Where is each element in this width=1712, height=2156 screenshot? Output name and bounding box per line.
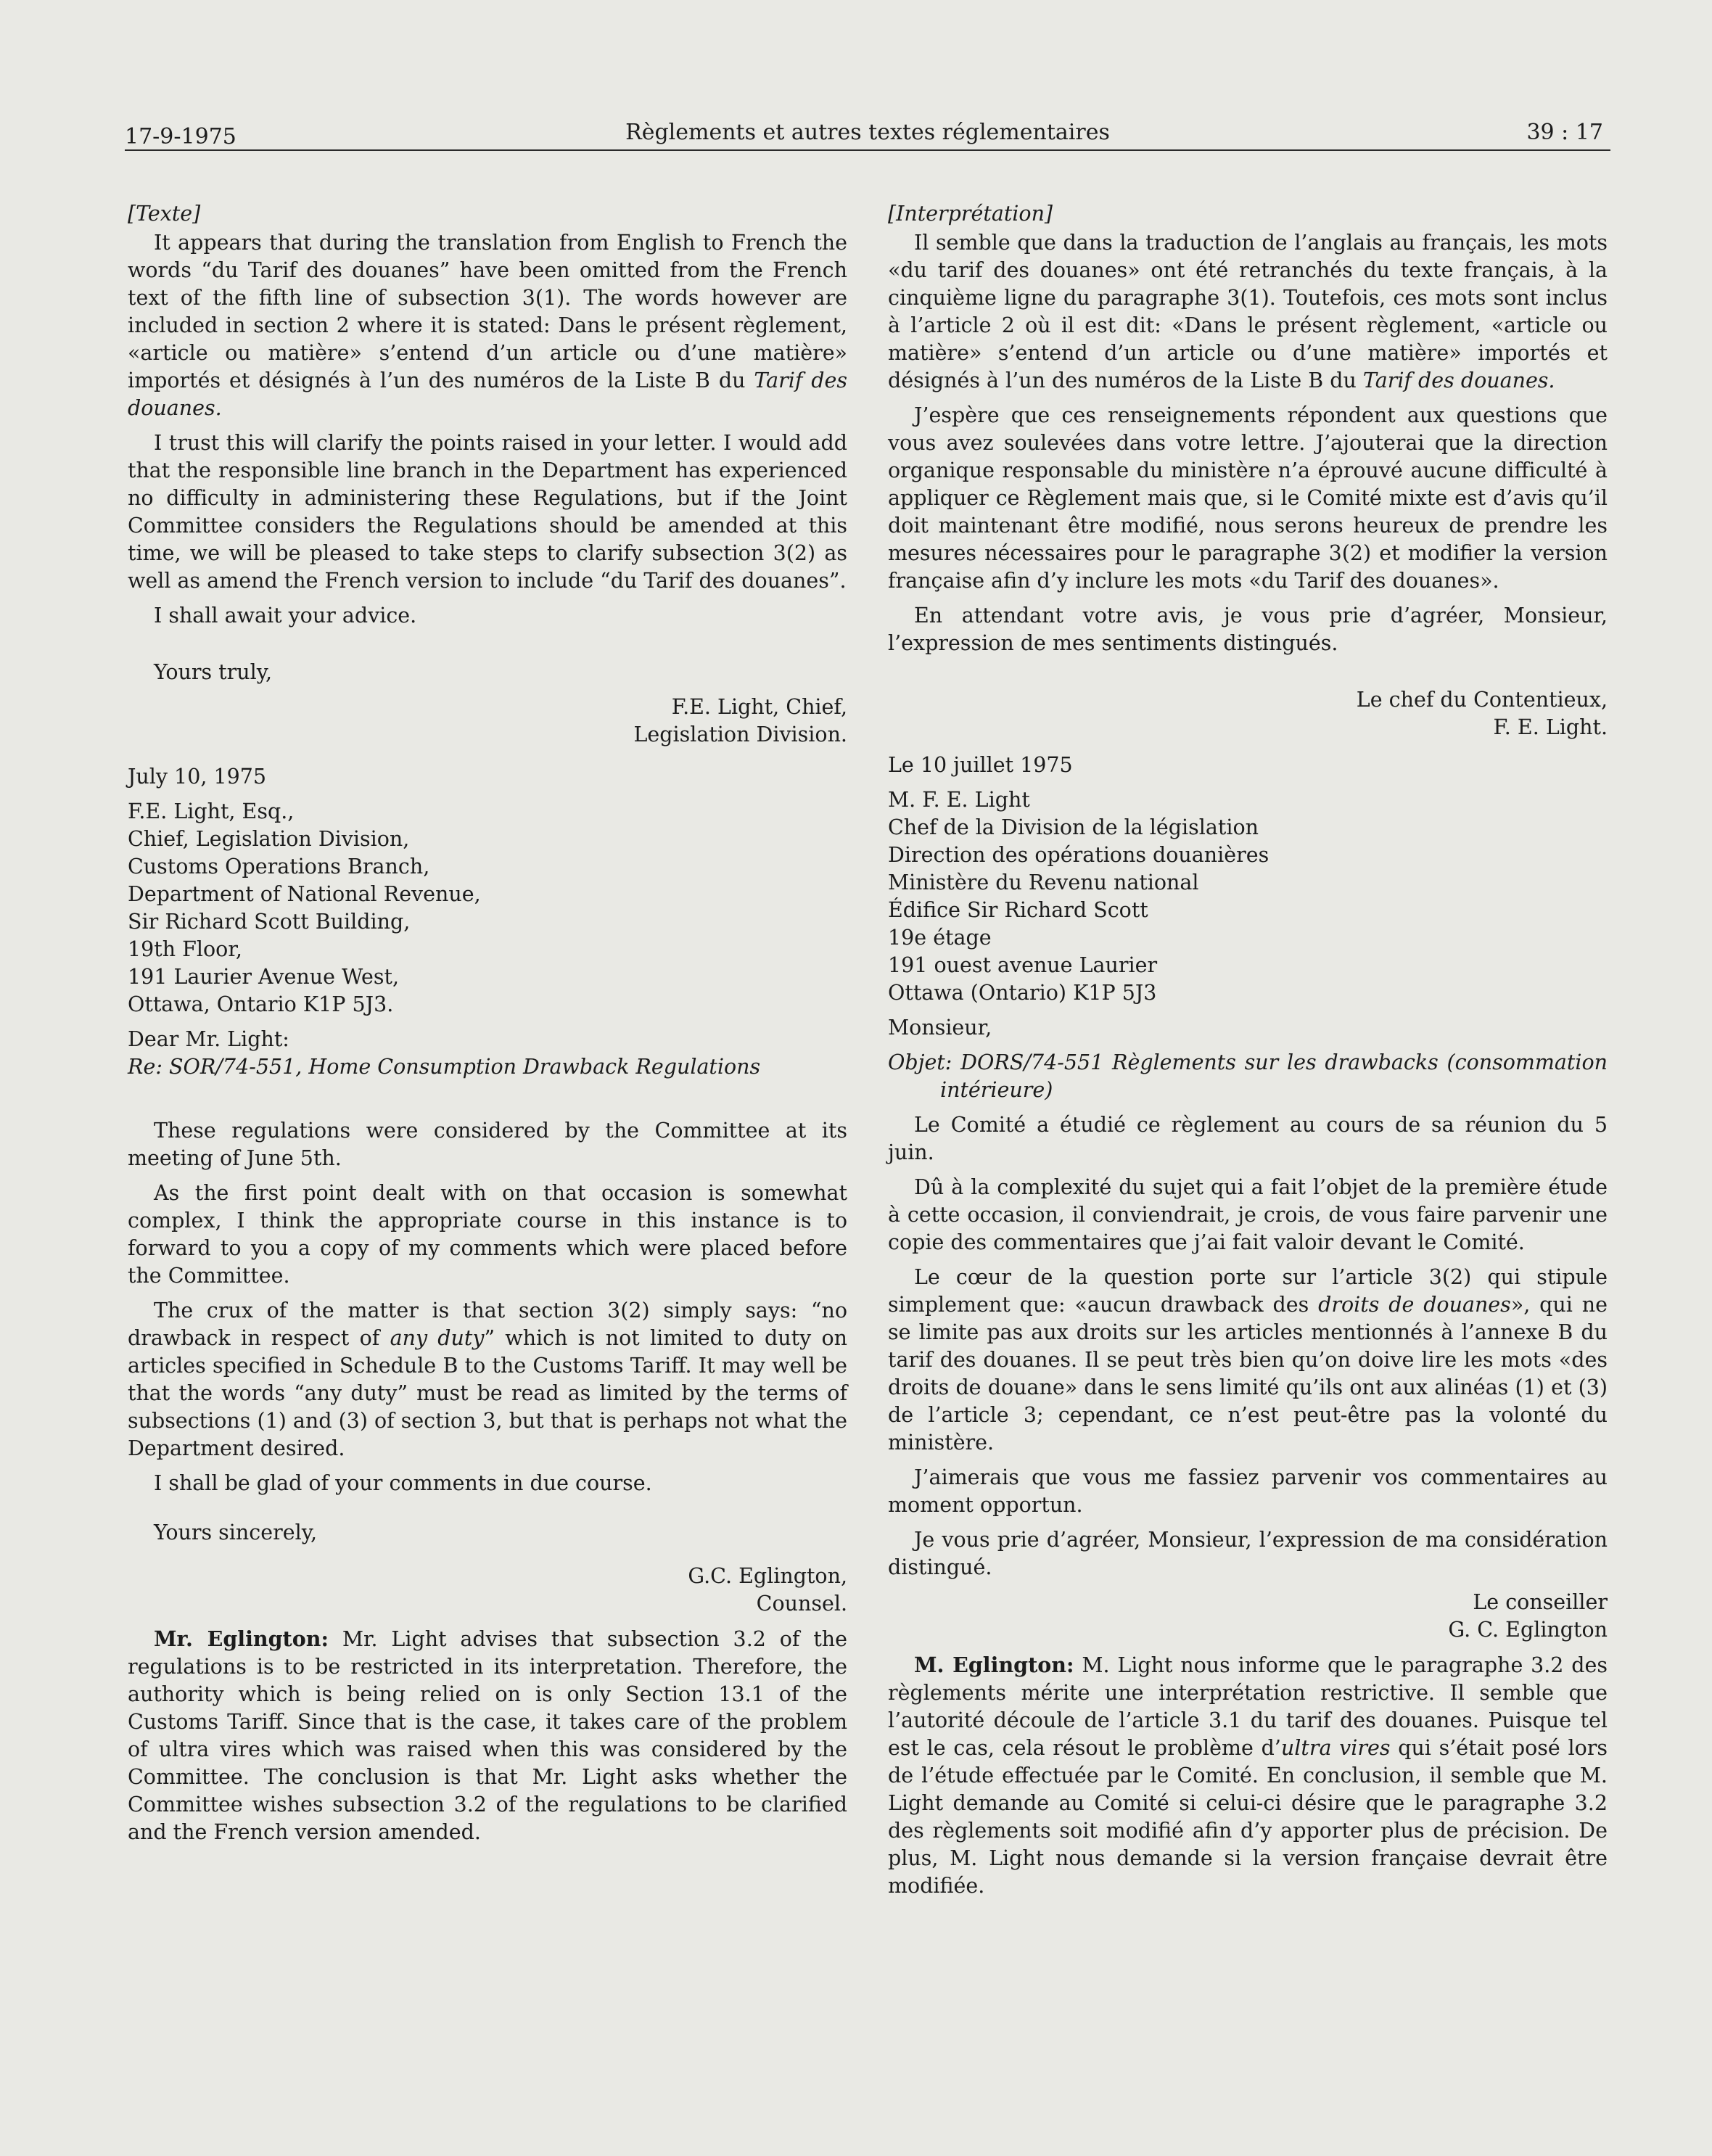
header-page-number: 39 : 17 (1526, 120, 1603, 145)
address-line: Sir Richard Scott Building, (128, 910, 411, 934)
paragraph: It appears that during the translation from English to French the words “du Tarif des douanes” have been omitted from the French text of the fifth line of subsection 3(1). The words however are included in section 2 where it is stated: Dans le présent règlement, «article ou matière» s’entend d’un article ou d’une matière» importés et désignés à l’un des numéros de la Liste B du Tarif des douanes. (128, 231, 848, 420)
signature-line: Legislation Division. (633, 723, 847, 746)
paragraph: Mr. Eglington: Mr. Light advises that subsection 3.2 of the regulations is to be restricted in its interpretation. Therefore, the authority which is being relied on is only Section 13.1 of the Customs Tariff. Since that is the case, it takes care of the problem of ultra vires which was raised when this was considered by the Committee. The conclusion is that Mr. Light asks whether the Committee wishes subsection 3.2 of the regulations to be clarified and the French version amended. (128, 1626, 847, 1844)
paragraph: M. Eglington: M. Light nous informe que le paragraphe 3.2 des règlements mérite une interprétation restrictive. Il semble que l’autorité découle de l’article 3.1 du tarif des douanes. Puisque tel est le cas, cela résout le problème d’ultra vires qui s’était posé lors de l’étude effectuée par le Comité. En conclusion, il semble que M. Light demande au Comité si celui-ci désire que le paragraphe 3.2 des règlements soit modifié afin d’y apporter plus de précision. De plus, M. Light nous demande si la version française devrait être modifiée. (888, 1653, 1608, 1898)
paragraph: I shall await your advice. (154, 604, 417, 628)
section-heading: [Interprétation] (888, 202, 1053, 226)
paragraph: I shall be glad of your comments in due course. (154, 1471, 652, 1495)
paragraph: En attendant votre avis, je vous prie d’agréer, Monsieur, l’expression de mes sentiments distingués. (888, 604, 1608, 655)
address-line: M. F. E. Light (888, 788, 1030, 812)
signature-block (128, 1563, 847, 1618)
signature-line: F.E. Light, Chief, (671, 695, 847, 719)
paragraph: J’aimerais que vous me fassiez parvenir vos commentaires au moment opportun. (888, 1465, 1608, 1517)
address-line: Ottawa (Ontario) K1P 5J3 (888, 981, 1157, 1005)
signature-block (888, 686, 1608, 741)
paragraph: Il semble que dans la traduction de l’anglais au français, les mots «du tarif des douanes» ont été retranchés du texte français, à la cinquième ligne du paragraphe 3(1). Toutefois, ces mots sont inclus à l’article 2 où il est dit: «Dans le présent règlement, «article ou matière» s’entend d’un article ou d’une matière» importés et désignés à l’un des numéros de la Liste B du Tarif des douanes. (888, 231, 1608, 392)
speaker-name: M. Eglington: (914, 1653, 1074, 1677)
signature-line: Counsel. (756, 1592, 847, 1616)
address-line: Chief, Legislation Division, (128, 827, 410, 851)
address-line: 19e étage (888, 926, 992, 950)
subject-line: Objet: DORS/74-551 Règlements sur les drawbacks (consommation intérieure) (888, 1050, 1608, 1102)
address-block (128, 798, 847, 1019)
paragraph: Le Comité a étudié ce règlement au cours de sa réunion du 5 juin. (888, 1113, 1608, 1164)
letter-date: Le 10 juillet 1975 (888, 753, 1073, 777)
signature-line: G. C. Eglington (1448, 1618, 1608, 1642)
paragraph: J’espère que ces renseignements répondent aux questions que vous avez soulevées dans votre lettre. J’ajouterai que la direction organique responsable du ministère n’a éprouvé aucune difficulté à appliquer ce Règlement mais que, si le Comité mixte est d’avis qu’il doit maintenant être modifié, nous serons heureux de prendre les mesures nécessaires pour le paragraphe 3(2) et modifier la version française afin d’y inclure les mots «du Tarif des douanes». (888, 403, 1608, 593)
header-title: Règlements et autres textes réglementaires (625, 120, 1110, 145)
signature-block (888, 1589, 1608, 1644)
salutation: Dear Mr. Light: (128, 1027, 289, 1051)
address-line: Customs Operations Branch, (128, 855, 430, 879)
paragraph: Dû à la complexité du sujet qui a fait l’objet de la première étude à cette occasion, il conviendrait, je crois, de vous faire parvenir une copie des commentaires que j’ai fait valoir devant le Comité. (888, 1175, 1608, 1254)
address-line: Chef de la Division de la législation (888, 815, 1259, 839)
address-line: Direction des opérations douanières (888, 843, 1269, 867)
paragraph: As the first point dealt with on that occasion is somewhat complex, I think the appropriate course in this instance is to forward to you a copy of my comments which were placed before the Committee. (128, 1181, 847, 1288)
letter-closing: Yours truly, (154, 660, 273, 684)
address-line: Department of National Revenue, (128, 882, 481, 906)
address-line: Ministère du Revenu national (888, 871, 1199, 894)
address-line: 19th Floor, (128, 937, 242, 961)
speaker-name: Mr. Eglington: (154, 1626, 329, 1651)
signature-line: F. E. Light. (1493, 715, 1608, 739)
header-date: 17-9-1975 (125, 124, 236, 149)
signature-line: Le conseiller (1473, 1590, 1608, 1614)
english-column (128, 200, 847, 1853)
letter-closing: Yours sincerely, (154, 1521, 318, 1544)
address-block (888, 786, 1608, 1007)
letter-date: July 10, 1975 (128, 765, 266, 789)
address-line: 191 Laurier Avenue West, (128, 965, 400, 989)
running-header (125, 112, 1610, 151)
salutation: Monsieur, (888, 1016, 992, 1040)
paragraph: The crux of the matter is that section 3(2) simply says: “no drawback in respect of any duty” which is not limited to duty on articles specified in Schedule B to the Customs Tariff. It may well be that the words “any duty” must be read as limited by the terms of subsections (1) and (3) of section 3, but that is perhaps not what the Department desired. (128, 1299, 847, 1460)
address-line: F.E. Light, Esq., (128, 799, 295, 823)
address-line: Édifice Sir Richard Scott (888, 898, 1148, 922)
paragraph: Je vous prie d’agréer, Monsieur, l’expression de ma considération distingué. (888, 1528, 1608, 1579)
signature-line: Le chef du Contentieux, (1356, 688, 1608, 712)
paragraph: Le cœur de la question porte sur l’article 3(2) qui stipule simplement que: «aucun drawback des droits de douanes», qui ne se limite pas aux droits sur les articles mentionnés à l’annexe B du tarif des douanes. Il se peut très bien qu’on doive lire les mots «des droits de douane» dans le sens limité qu’ils ont aux alinéas (1) et (3) de l’article 3; cependant, ce n’est peut-être pas la volonté du ministère. (888, 1265, 1608, 1455)
address-line: 191 ouest avenue Laurier (888, 953, 1158, 977)
section-heading: [Texte] (128, 202, 201, 226)
signature-line: G.C. Eglington, (688, 1564, 847, 1588)
subject-line: Re: SOR/74-551, Home Consumption Drawback Regulations (128, 1055, 761, 1079)
french-column (888, 200, 1608, 1907)
address-line: Ottawa, Ontario K1P 5J3. (128, 992, 394, 1016)
signature-block (128, 694, 847, 749)
paragraph: I trust this will clarify the points raised in your letter. I would add that the responsible line branch in the Department has experienced no difficulty in administering these Regulations, but if the Joint Committee considers the Regulations should be amended at this time, we will be pleased to take steps to clarify subsection 3(2) as well as amend the French version to include “du Tarif des douanes”. (128, 431, 847, 593)
paragraph: These regulations were considered by the Committee at its meeting of June 5th. (128, 1119, 847, 1170)
